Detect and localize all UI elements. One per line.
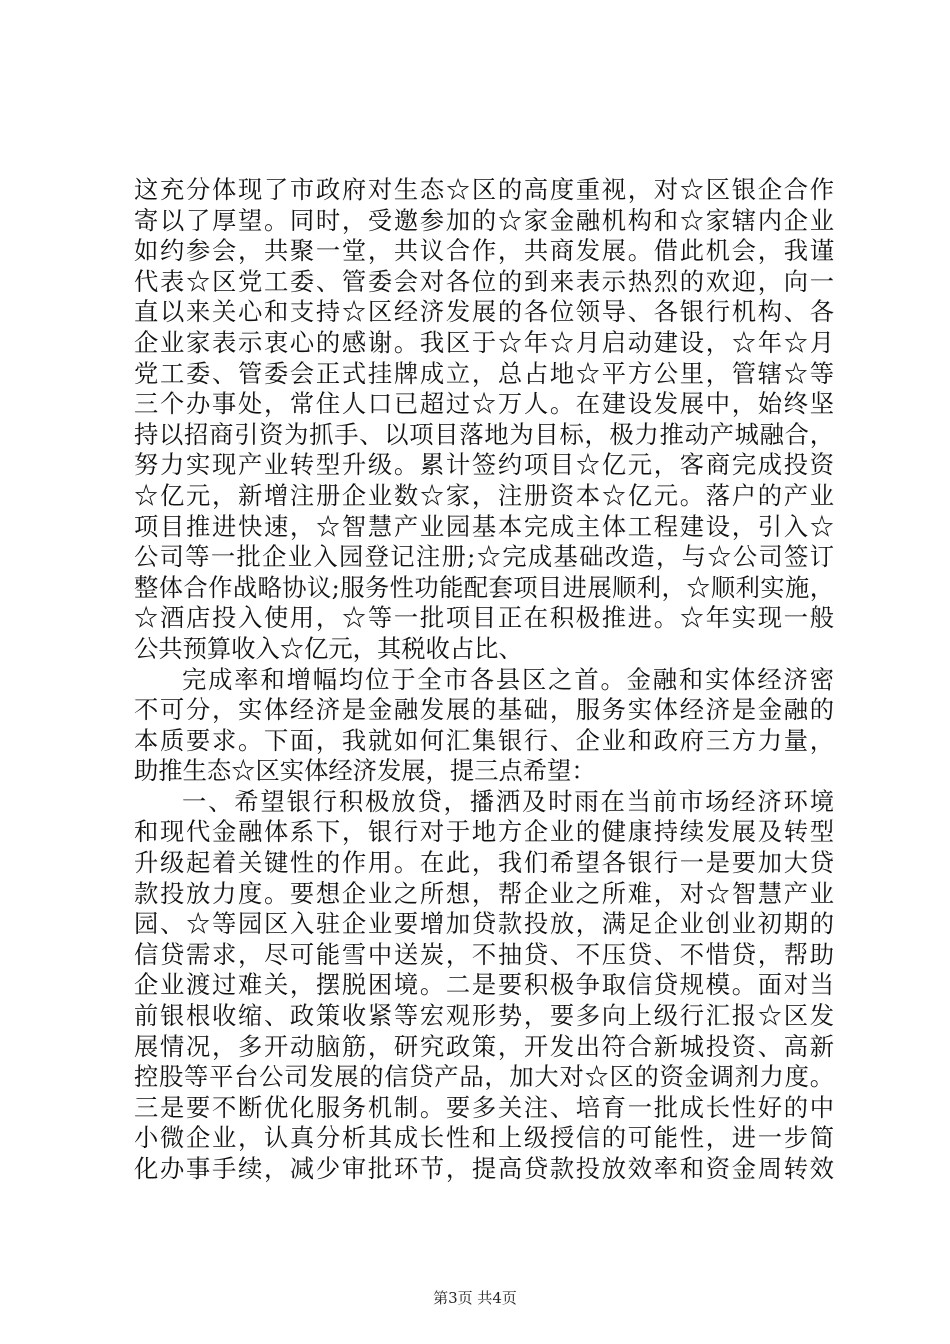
text-line: 如约参会，共聚一堂，共议合作，共商发展。借此机会，我谨 [134, 236, 834, 266]
page-footer [0, 1288, 950, 1308]
text-line: 化办事手续，减少审批环节，提高贷款投放效率和资金周转效 [134, 1154, 834, 1183]
text-line: 园、☆等园区入驻企业要增加贷款投放，满足企业创业初期的 [134, 909, 834, 939]
text-line: 升级起着关键性的作用。在此，我们希望各银行一是要加大贷 [134, 848, 834, 878]
text-line: 和现代金融体系下，银行对于地方企业的健康持续发展及转型 [134, 817, 834, 847]
text-line: 公司等一批企业入园登记注册;☆完成基础改造，与☆公司签订 [134, 542, 834, 572]
text-line: 三个办事处，常住人口已超过☆万人。在建设发展中，始终坚 [134, 389, 834, 419]
text-line: ☆酒店投入使用，☆等一批项目正在积极推进。☆年实现一般 [134, 603, 834, 633]
text-line: 公共预算收入☆亿元，其税收占比、 [134, 633, 523, 663]
text-line: 不可分，实体经济是金融发展的基础，服务实体经济是金融的 [134, 695, 834, 725]
text-line: 助推生态☆区实体经济发展，提三点希望： [134, 756, 596, 786]
text-line: 展情况，多开动脑筋，研究政策，开发出符合新城投资、高新 [134, 1031, 834, 1061]
paragraph-start-line: 一、希望银行积极放贷，播洒及时雨在当前市场经济环境 [182, 786, 834, 816]
text-line: 直以来关心和支持☆区经济发展的各位领导、各银行机构、各 [134, 297, 834, 327]
text-line: 这充分体现了市政府对生态☆区的高度重视，对☆区银企合作 [134, 175, 834, 204]
text-line: 前银根收缩、政策收紧等宏观形势，要多向上级行汇报☆区发 [134, 1001, 834, 1031]
text-line: 小微企业，认真分析其成长性和上级授信的可能性，进一步简 [134, 1123, 834, 1153]
body-text [134, 175, 834, 1185]
text-line: 控股等平台公司发展的信贷产品，加大对☆区的资金调剂力度。 [134, 1062, 834, 1092]
text-line: 三是要不断优化服务机制。要多关注、培育一批成长性好的中 [134, 1092, 834, 1122]
text-line: 本质要求。下面，我就如何汇集银行、企业和政府三方力量， [134, 725, 834, 755]
text-line: ☆亿元，新增注册企业数☆家，注册资本☆亿元。落户的产业 [134, 480, 834, 510]
text-line: 整体合作战略协议;服务性功能配套项目进展顺利，☆顺利实施， [134, 572, 834, 602]
text-line: 企业渡过难关，摆脱困境。二是要积极争取信贷规模。面对当 [134, 970, 834, 1000]
page-number-label: 第3页 共4页 [433, 1289, 517, 1307]
text-line: 信贷需求，尽可能雪中送炭，不抽贷、不压贷、不惜贷，帮助 [134, 939, 834, 969]
text-line: 款投放力度。要想企业之所想，帮企业之所难，对☆智慧产业 [134, 878, 834, 908]
paragraph-start-line: 完成率和增幅均位于全市各县区之首。金融和实体经济密 [182, 664, 834, 694]
text-line: 企业家表示衷心的感谢。我区于☆年☆月启动建设，☆年☆月 [134, 327, 834, 357]
text-line: 努力实现产业转型升级。累计签约项目☆亿元，客商完成投资 [134, 450, 834, 480]
text-line: 项目推进快速，☆智慧产业园基本完成主体工程建设，引入☆ [134, 511, 834, 541]
text-line: 持以招商引资为抓手、以项目落地为目标，极力推动产城融合， [134, 419, 834, 449]
text-line: 代表☆区党工委、管委会对各位的到来表示热烈的欢迎，向一 [134, 266, 834, 296]
text-line: 寄以了厚望。同时，受邀参加的☆家金融机构和☆家辖内企业 [134, 205, 834, 235]
text-line: 党工委、管委会正式挂牌成立，总占地☆平方公里，管辖☆等 [134, 358, 834, 388]
